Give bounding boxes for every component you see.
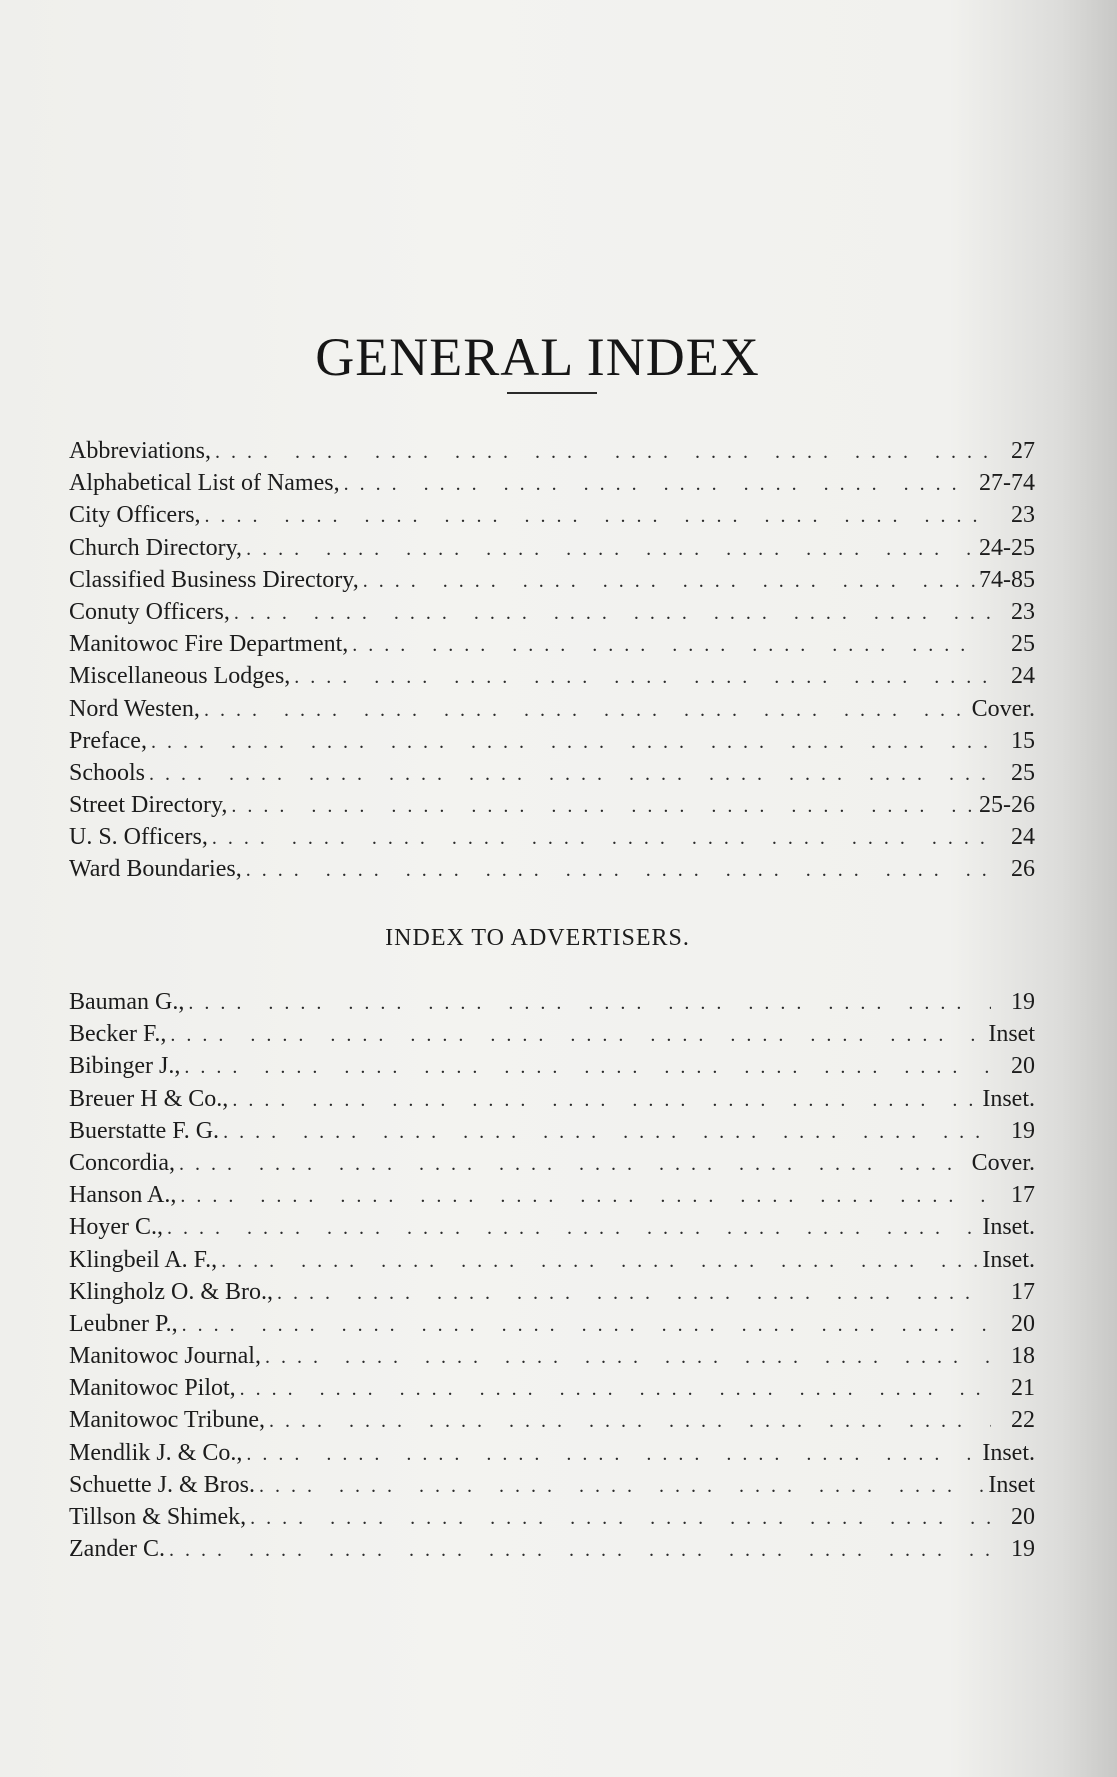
- entry-page-ref: Cover.: [971, 695, 1035, 722]
- index-entry: [69, 1247, 1035, 1279]
- entry-name: Ward Boundaries,: [69, 856, 242, 883]
- entry-name: Church Directory,: [69, 534, 243, 561]
- entry-name: Klingholz O. & Bro.,: [69, 1278, 273, 1305]
- index-entry: [69, 856, 1035, 888]
- entry-name: Hanson A.,: [69, 1182, 177, 1209]
- entry-page-ref: 25: [1011, 631, 1035, 658]
- dot-leader: [352, 634, 991, 657]
- entry-name: Bibinger J.,: [69, 1053, 181, 1080]
- index-entry: [69, 1182, 1035, 1214]
- dot-leader: [212, 827, 991, 850]
- index-entry: [69, 1214, 1035, 1246]
- index-entry: [69, 1504, 1035, 1536]
- index-entry: [69, 631, 1035, 663]
- index-entry: [69, 1053, 1035, 1085]
- dot-leader: [182, 1314, 991, 1337]
- dot-leader: [167, 1217, 978, 1240]
- index-entry: [69, 567, 1035, 599]
- entry-page-ref: 17: [1011, 1182, 1035, 1209]
- entry-page-ref: 17: [1011, 1278, 1035, 1305]
- entry-page-ref: 26: [1011, 856, 1035, 883]
- general-index-list: [69, 438, 1035, 889]
- entry-page-ref: Inset.: [982, 1246, 1035, 1273]
- entry-page-ref: 20: [1011, 1310, 1035, 1337]
- dot-leader: [221, 1250, 978, 1273]
- entry-name: Manitowoc Journal,: [69, 1343, 261, 1370]
- dot-leader: [344, 473, 975, 496]
- entry-page-ref: Inset: [988, 1021, 1035, 1048]
- entry-page-ref: Inset.: [982, 1085, 1035, 1112]
- dot-leader: [151, 731, 991, 754]
- entry-page-ref: 24: [1011, 663, 1035, 690]
- entry-name: Mendlik J. & Co.,: [69, 1439, 243, 1466]
- index-entry: [69, 535, 1035, 567]
- dot-leader: [184, 1056, 991, 1079]
- dot-leader: [169, 1539, 991, 1562]
- title-rule: [507, 392, 597, 394]
- index-entry: [69, 792, 1035, 824]
- advertisers-index-list: [69, 989, 1035, 1568]
- entry-page-ref: Inset.: [982, 1439, 1035, 1466]
- index-entry: [69, 1118, 1035, 1150]
- entry-page-ref: 27-74: [979, 470, 1035, 497]
- entry-name: Street Directory,: [69, 792, 228, 819]
- index-entry: [69, 1440, 1035, 1472]
- dot-leader: [188, 992, 991, 1015]
- entry-page-ref: 22: [1011, 1407, 1035, 1434]
- index-entry: [69, 599, 1035, 631]
- index-entry: [69, 1375, 1035, 1407]
- entry-name: Schools: [69, 759, 146, 786]
- dot-leader: [234, 602, 991, 625]
- entry-page-ref: 19: [1011, 989, 1035, 1015]
- entry-name: Abbreviations,: [69, 438, 211, 464]
- index-entry: [69, 438, 1035, 470]
- index-entry: [69, 663, 1035, 695]
- entry-page-ref: 19: [1011, 1117, 1035, 1144]
- dot-leader: [231, 795, 975, 818]
- entry-page-ref: 20: [1011, 1053, 1035, 1080]
- index-entry: [69, 824, 1035, 856]
- entry-page-ref: Inset: [988, 1471, 1035, 1498]
- dot-leader: [277, 1282, 991, 1305]
- entry-page-ref: 25: [1011, 759, 1035, 786]
- dot-leader: [179, 1153, 968, 1176]
- index-entry: [69, 1407, 1035, 1439]
- dot-leader: [149, 763, 991, 786]
- entry-page-ref: 74-85: [979, 566, 1035, 593]
- entry-page-ref: 24-25: [979, 534, 1035, 561]
- entry-name: Preface,: [69, 727, 147, 754]
- entry-page-ref: 20: [1011, 1504, 1035, 1530]
- dot-leader: [170, 1024, 984, 1047]
- entry-name: U. S. Officers,: [69, 824, 208, 851]
- dot-leader: [223, 1121, 991, 1144]
- entry-page-ref: 25-26: [979, 792, 1035, 819]
- entry-page-ref: 24: [1011, 824, 1035, 851]
- entry-name: Buerstatte F. G.: [69, 1117, 220, 1144]
- dot-leader: [215, 441, 991, 464]
- index-entry: [69, 502, 1035, 534]
- index-entry: [69, 1021, 1035, 1053]
- dot-leader: [250, 1507, 991, 1530]
- entry-page-ref: 27: [1011, 438, 1035, 464]
- entry-name: Zander C.: [69, 1536, 165, 1563]
- entry-name: Manitowoc Pilot,: [69, 1375, 236, 1402]
- entry-page-ref: 23: [1011, 598, 1035, 625]
- index-entry: [69, 728, 1035, 760]
- index-entry: [69, 1536, 1035, 1568]
- index-entry: [69, 1343, 1035, 1375]
- entry-page-ref: 23: [1011, 502, 1035, 529]
- index-entry: [69, 1472, 1035, 1504]
- entry-name: Concordia,: [69, 1149, 175, 1176]
- entry-name: Becker F.,: [69, 1021, 167, 1048]
- entry-name: Classified Business Directory,: [69, 566, 359, 593]
- advertisers-heading: INDEX TO ADVERTISERS.: [385, 925, 690, 951]
- page-title: GENERAL INDEX: [315, 327, 760, 388]
- entry-page-ref: Cover.: [971, 1149, 1035, 1176]
- dot-leader: [265, 1346, 991, 1369]
- entry-name: Breuer H & Co.,: [69, 1085, 229, 1112]
- entry-page-ref: 18: [1011, 1343, 1035, 1370]
- entry-name: Miscellaneous Lodges,: [69, 663, 291, 690]
- entry-name: Conuty Officers,: [69, 598, 230, 625]
- dot-leader: [269, 1410, 991, 1433]
- index-entry: [69, 1086, 1035, 1118]
- dot-leader: [363, 570, 975, 593]
- dot-leader: [246, 1443, 978, 1466]
- dot-leader: [232, 1089, 978, 1112]
- dot-leader: [259, 1475, 984, 1498]
- index-entry: [69, 1279, 1035, 1311]
- dot-leader: [204, 699, 968, 722]
- dot-leader: [246, 538, 975, 561]
- index-entry: [69, 696, 1035, 728]
- dot-leader: [180, 1185, 991, 1208]
- dot-leader: [205, 505, 991, 528]
- index-entry: [69, 760, 1035, 792]
- entry-name: Klingbeil A. F.,: [69, 1246, 218, 1273]
- entry-name: Nord Westen,: [69, 695, 200, 722]
- entry-page-ref: 21: [1011, 1375, 1035, 1402]
- entry-name: City Officers,: [69, 502, 201, 529]
- dot-leader: [240, 1378, 991, 1401]
- entry-name: Bauman G.,: [69, 989, 185, 1015]
- entry-name: Alphabetical List of Names,: [69, 470, 340, 497]
- index-entry: [69, 1150, 1035, 1182]
- entry-name: Schuette J. & Bros.: [69, 1471, 255, 1498]
- dot-leader: [294, 666, 991, 689]
- entry-name: Leubner P.,: [69, 1310, 178, 1337]
- entry-page-ref: 15: [1011, 727, 1035, 754]
- entry-name: Manitowoc Fire Department,: [69, 631, 349, 658]
- entry-page-ref: Inset.: [982, 1214, 1035, 1241]
- index-entry: [69, 470, 1035, 502]
- entry-name: Hoyer C.,: [69, 1214, 163, 1241]
- index-entry: [69, 1311, 1035, 1343]
- entry-page-ref: 19: [1011, 1536, 1035, 1563]
- index-entry: [69, 989, 1035, 1021]
- entry-name: Manitowoc Tribune,: [69, 1407, 266, 1434]
- entry-name: Tillson & Shimek,: [69, 1504, 247, 1530]
- dot-leader: [246, 859, 991, 882]
